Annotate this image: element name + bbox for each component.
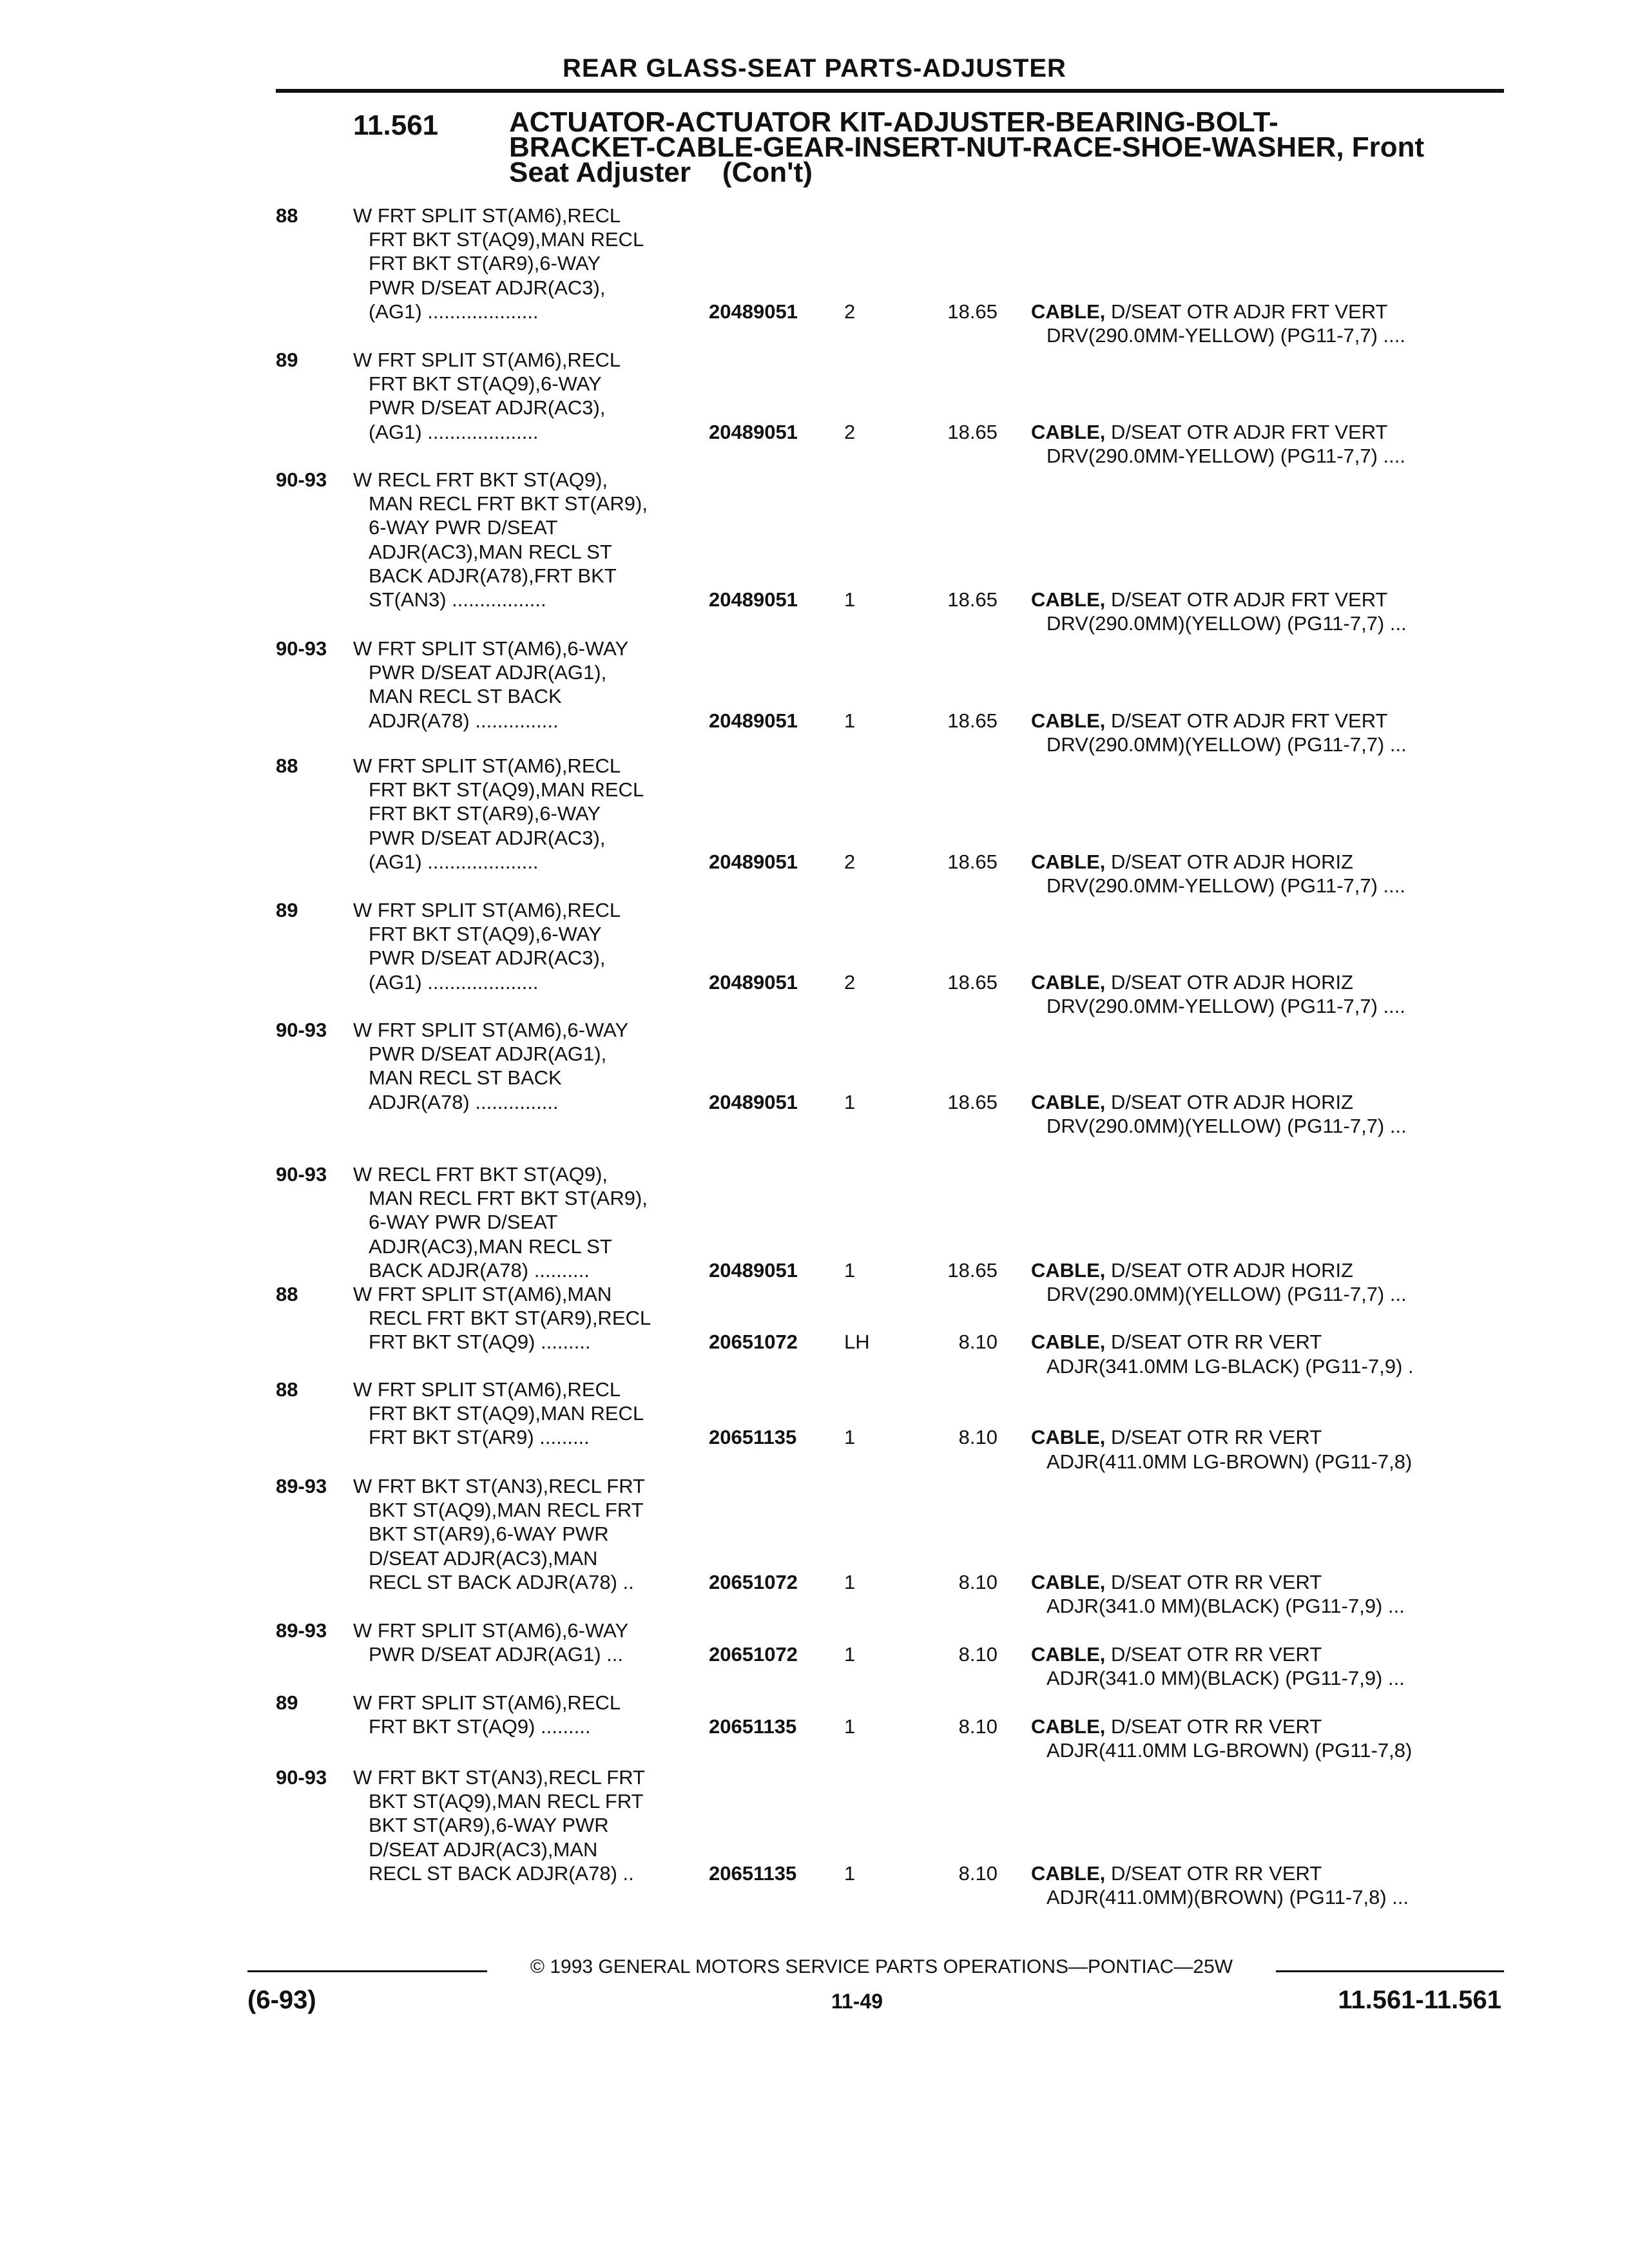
price: 8.10 [958, 1861, 998, 1885]
quantity: 2 [844, 970, 856, 994]
usage-line: W FRT SPLIT ST(AM6),RECL [353, 204, 621, 227]
part-name [1031, 1258, 1495, 1306]
part-name [1031, 1090, 1495, 1138]
part-number: 20489051 [709, 1090, 798, 1113]
part-name-line: CABLE, D/SEAT OTR ADJR FRT VERT [1031, 588, 1388, 611]
part-spec-line: ADJR(411.0MM LG-BROWN) (PG11-7,8) [1046, 1739, 1412, 1762]
part-spec-line: DRV(290.0MM)(YELLOW) (PG11-7,7) ... [1046, 1283, 1407, 1305]
part-name [1031, 1425, 1495, 1473]
section-title-line: ACTUATOR-ACTUATOR KIT-ADJUSTER-BEARING-BOLT- [509, 106, 1278, 138]
usage-line: W FRT SPLIT ST(AM6),RECL [353, 754, 621, 777]
usage-line: W FRT BKT ST(AN3),RECL FRT [353, 1475, 645, 1497]
part-name [1031, 1642, 1495, 1690]
usage-line: W FRT BKT ST(AN3),RECL FRT [353, 1766, 645, 1789]
part-name [1031, 300, 1495, 347]
usage-line: FRT BKT ST(AQ9),MAN RECL [369, 228, 644, 251]
usage-description [353, 1765, 714, 1885]
usage-line: FRT BKT ST(AQ9) ......... [369, 1715, 591, 1738]
price: 8.10 [958, 1331, 998, 1354]
part-spec-line: DRV(290.0MM-YELLOW) (PG11-7,7) .... [1046, 324, 1406, 347]
usage-line: ST(AN3) ................. [369, 588, 546, 611]
usage-line: BACK ADJR(A78) .......... [369, 1258, 590, 1282]
usage-line: 6-WAY PWR D/SEAT [369, 516, 558, 539]
usage-line: PWR D/SEAT ADJR(AC3), [369, 947, 606, 970]
model-year: 90-93 [276, 1163, 327, 1186]
usage-line: (AG1) .................... [369, 970, 539, 994]
part-name-line: CABLE, D/SEAT OTR RR VERT [1031, 1715, 1322, 1738]
model-year: 89 [276, 899, 298, 921]
price: 8.10 [958, 1715, 998, 1738]
usage-line: 6-WAY PWR D/SEAT [369, 1211, 558, 1234]
footer-rule-right [1276, 1970, 1504, 1972]
quantity: 2 [844, 850, 856, 873]
usage-line: PWR D/SEAT ADJR(AG1), [369, 661, 607, 684]
usage-description [353, 1162, 714, 1282]
usage-description [353, 1474, 714, 1594]
usage-line: W FRT SPLIT ST(AM6),RECL [353, 349, 621, 371]
usage-line: D/SEAT ADJR(AC3),MAN [369, 1838, 598, 1861]
part-name-line: CABLE, D/SEAT OTR RR VERT [1031, 1643, 1322, 1666]
part-spec-line: DRV(290.0MM)(YELLOW) (PG11-7,7) ... [1046, 733, 1407, 756]
quantity: 1 [844, 1570, 856, 1593]
part-spec-line: DRV(290.0MM-YELLOW) (PG11-7,7) .... [1046, 994, 1406, 1017]
part-number: 20651135 [709, 1861, 797, 1885]
part-name [1031, 970, 1495, 1018]
part-spec-line: ADJR(411.0MM LG-BROWN) (PG11-7,8) [1046, 1450, 1412, 1473]
section-title-cont: (Con't) [722, 157, 813, 188]
usage-line: W FRT SPLIT ST(AM6),RECL [353, 899, 621, 921]
copyright-notice: © 1993 GENERAL MOTORS SERVICE PARTS OPERATIONS—PONTIAC—25W [530, 1956, 1233, 1977]
usage-line: FRT BKT ST(AQ9),MAN RECL [369, 778, 644, 802]
part-name [1031, 1715, 1495, 1762]
part-number: 20651072 [709, 1643, 798, 1666]
usage-line: FRT BKT ST(AQ9),6-WAY [369, 372, 602, 396]
usage-line: PWR D/SEAT ADJR(AC3), [369, 826, 606, 849]
usage-line: FRT BKT ST(AR9) ......... [369, 1426, 590, 1449]
part-spec-line: DRV(290.0MM)(YELLOW) (PG11-7,7) ... [1046, 612, 1407, 635]
quantity: 1 [844, 1426, 856, 1449]
part-spec-line: ADJR(341.0MM LG-BLACK) (PG11-7,9) . [1046, 1354, 1414, 1378]
usage-line: FRT BKT ST(AQ9) ......... [369, 1331, 591, 1354]
usage-line: RECL ST BACK ADJR(A78) .. [369, 1570, 634, 1593]
part-spec-line: DRV(290.0MM-YELLOW) (PG11-7,7) .... [1046, 444, 1406, 467]
usage-description [353, 1018, 714, 1114]
usage-description [353, 204, 714, 323]
usage-line: W FRT SPLIT ST(AM6),RECL [353, 1691, 621, 1714]
usage-line: PWR D/SEAT ADJR(AG1), [369, 1043, 607, 1066]
model-year: 90-93 [276, 1019, 327, 1041]
model-year: 89-93 [276, 1619, 327, 1642]
model-year: 89-93 [276, 1475, 327, 1497]
quantity: 1 [844, 1715, 856, 1738]
quantity: 2 [844, 420, 856, 443]
model-year: 88 [276, 754, 298, 777]
part-name [1031, 1861, 1495, 1909]
section-title-line: BRACKET-CABLE-GEAR-INSERT-NUT-RACE-SHOE-WASHER, Front [509, 131, 1425, 163]
model-year: 89 [276, 349, 298, 371]
footer-date: (6-93) [247, 1986, 316, 2014]
price: 18.65 [947, 970, 998, 994]
section-number: 11.561 [353, 110, 439, 141]
usage-line: MAN RECL FRT BKT ST(AR9), [369, 492, 648, 515]
usage-line: ADJR(A78) ............... [369, 709, 559, 732]
part-number: 20489051 [709, 1258, 798, 1282]
footer-section-range: 11.561-11.561 [1338, 1986, 1501, 2014]
part-number: 20651135 [709, 1426, 797, 1449]
part-spec-line: DRV(290.0MM-YELLOW) (PG11-7,7) .... [1046, 874, 1406, 897]
part-name [1031, 1330, 1495, 1378]
part-name-line: CABLE, D/SEAT OTR RR VERT [1031, 1331, 1322, 1354]
usage-line: (AG1) .................... [369, 420, 539, 443]
part-name-line: CABLE, D/SEAT OTR ADJR FRT VERT [1031, 420, 1388, 443]
price: 8.10 [958, 1570, 998, 1593]
usage-line: PWR D/SEAT ADJR(AC3), [369, 396, 606, 419]
page-header: REAR GLASS-SEAT PARTS-ADJUSTER [563, 54, 1066, 82]
price: 8.10 [958, 1426, 998, 1449]
usage-line: PWR D/SEAT ADJR(AG1) ... [369, 1643, 624, 1666]
price: 18.65 [947, 850, 998, 873]
usage-line: ADJR(AC3),MAN RECL ST [369, 540, 612, 563]
part-number: 20651072 [709, 1331, 798, 1354]
usage-line: W FRT SPLIT ST(AM6),MAN [353, 1283, 612, 1305]
model-year: 88 [276, 1283, 298, 1305]
part-name-line: CABLE, D/SEAT OTR ADJR FRT VERT [1031, 300, 1388, 323]
part-name [1031, 588, 1495, 635]
usage-description [353, 1691, 714, 1738]
model-year: 88 [276, 1378, 298, 1401]
usage-line: BKT ST(AQ9),MAN RECL FRT [369, 1790, 644, 1813]
usage-line: W RECL FRT BKT ST(AQ9), [353, 1163, 608, 1186]
usage-line: MAN RECL ST BACK [369, 1066, 562, 1090]
part-number: 20489051 [709, 850, 798, 873]
footer-page-number: 11-49 [831, 1990, 883, 2013]
usage-line: BACK ADJR(A78),FRT BKT [369, 564, 617, 587]
usage-line: (AG1) .................... [369, 850, 539, 873]
usage-line: BKT ST(AR9),6-WAY PWR [369, 1523, 609, 1546]
part-number: 20489051 [709, 420, 798, 443]
part-name-line: CABLE, D/SEAT OTR ADJR HORIZ [1031, 1090, 1354, 1113]
usage-line: BKT ST(AR9),6-WAY PWR [369, 1814, 609, 1837]
part-spec-line: ADJR(341.0 MM)(BLACK) (PG11-7,9) ... [1046, 1667, 1405, 1690]
part-name-line: CABLE, D/SEAT OTR ADJR HORIZ [1031, 1258, 1354, 1282]
quantity: 1 [844, 1258, 856, 1282]
part-number: 20489051 [709, 300, 798, 323]
model-year: 89 [276, 1691, 298, 1714]
usage-description [353, 348, 714, 444]
part-number: 20489051 [709, 970, 798, 994]
quantity: 1 [844, 1090, 856, 1113]
usage-line: ADJR(A78) ............... [369, 1090, 559, 1113]
usage-description [353, 1282, 714, 1354]
part-name-line: CABLE, D/SEAT OTR RR VERT [1031, 1861, 1322, 1885]
usage-line: MAN RECL FRT BKT ST(AR9), [369, 1187, 648, 1210]
usage-line: W FRT SPLIT ST(AM6),6-WAY [353, 1019, 629, 1041]
price: 18.65 [947, 420, 998, 443]
usage-line: W FRT SPLIT ST(AM6),RECL [353, 1378, 621, 1401]
part-spec-line: ADJR(341.0 MM)(BLACK) (PG11-7,9) ... [1046, 1595, 1405, 1617]
part-name [1031, 850, 1495, 898]
quantity: 2 [844, 300, 856, 323]
part-name-line: CABLE, D/SEAT OTR RR VERT [1031, 1426, 1322, 1449]
part-number: 20489051 [709, 709, 798, 732]
part-name-line: CABLE, D/SEAT OTR ADJR HORIZ [1031, 970, 1354, 994]
usage-description [353, 637, 714, 733]
quantity: 1 [844, 588, 856, 611]
part-number: 20651072 [709, 1570, 798, 1593]
usage-line: FRT BKT ST(AR9),6-WAY [369, 802, 601, 825]
part-name [1031, 1570, 1495, 1618]
part-spec-line: ADJR(411.0MM)(BROWN) (PG11-7,8) ... [1046, 1886, 1409, 1908]
usage-line: W FRT SPLIT ST(AM6),6-WAY [353, 637, 629, 660]
usage-description [353, 1378, 714, 1450]
model-year: 90-93 [276, 468, 327, 491]
usage-description [353, 468, 714, 611]
quantity: 1 [844, 1861, 856, 1885]
usage-description [353, 754, 714, 874]
usage-line: D/SEAT ADJR(AC3),MAN [369, 1546, 598, 1570]
part-name-line: CABLE, D/SEAT OTR ADJR HORIZ [1031, 850, 1354, 873]
quantity: LH [844, 1331, 870, 1354]
price: 18.65 [947, 1258, 998, 1282]
usage-line: PWR D/SEAT ADJR(AC3), [369, 276, 606, 299]
price: 18.65 [947, 1090, 998, 1113]
usage-line: FRT BKT ST(AQ9),6-WAY [369, 923, 602, 946]
usage-line: RECL FRT BKT ST(AR9),RECL [369, 1307, 651, 1330]
usage-line: FRT BKT ST(AR9),6-WAY [369, 252, 601, 275]
usage-line: ADJR(AC3),MAN RECL ST [369, 1235, 612, 1258]
model-year: 88 [276, 204, 298, 227]
usage-line: RECL ST BACK ADJR(A78) .. [369, 1861, 634, 1885]
usage-line: W FRT SPLIT ST(AM6),6-WAY [353, 1619, 629, 1642]
usage-description [353, 898, 714, 994]
part-name-line: CABLE, D/SEAT OTR ADJR FRT VERT [1031, 709, 1388, 732]
price: 18.65 [947, 588, 998, 611]
part-spec-line: DRV(290.0MM)(YELLOW) (PG11-7,7) ... [1046, 1114, 1407, 1137]
part-number: 20489051 [709, 588, 798, 611]
usage-line: MAN RECL ST BACK [369, 685, 562, 708]
model-year: 90-93 [276, 1766, 327, 1789]
quantity: 1 [844, 709, 856, 732]
usage-line: (AG1) .................... [369, 300, 539, 323]
price: 8.10 [958, 1643, 998, 1666]
usage-line: BKT ST(AQ9),MAN RECL FRT [369, 1499, 644, 1522]
quantity: 1 [844, 1643, 856, 1666]
model-year: 90-93 [276, 637, 327, 660]
usage-line: FRT BKT ST(AQ9),MAN RECL [369, 1402, 644, 1425]
usage-description [353, 1619, 714, 1666]
footer-rule-left [247, 1970, 487, 1972]
price: 18.65 [947, 300, 998, 323]
usage-line: W RECL FRT BKT ST(AQ9), [353, 468, 608, 491]
price: 18.65 [947, 709, 998, 732]
part-number: 20651135 [709, 1715, 797, 1738]
section-title-sub: Seat Adjuster [509, 157, 691, 188]
part-name-line: CABLE, D/SEAT OTR RR VERT [1031, 1570, 1322, 1593]
part-name [1031, 709, 1495, 756]
part-name [1031, 420, 1495, 468]
